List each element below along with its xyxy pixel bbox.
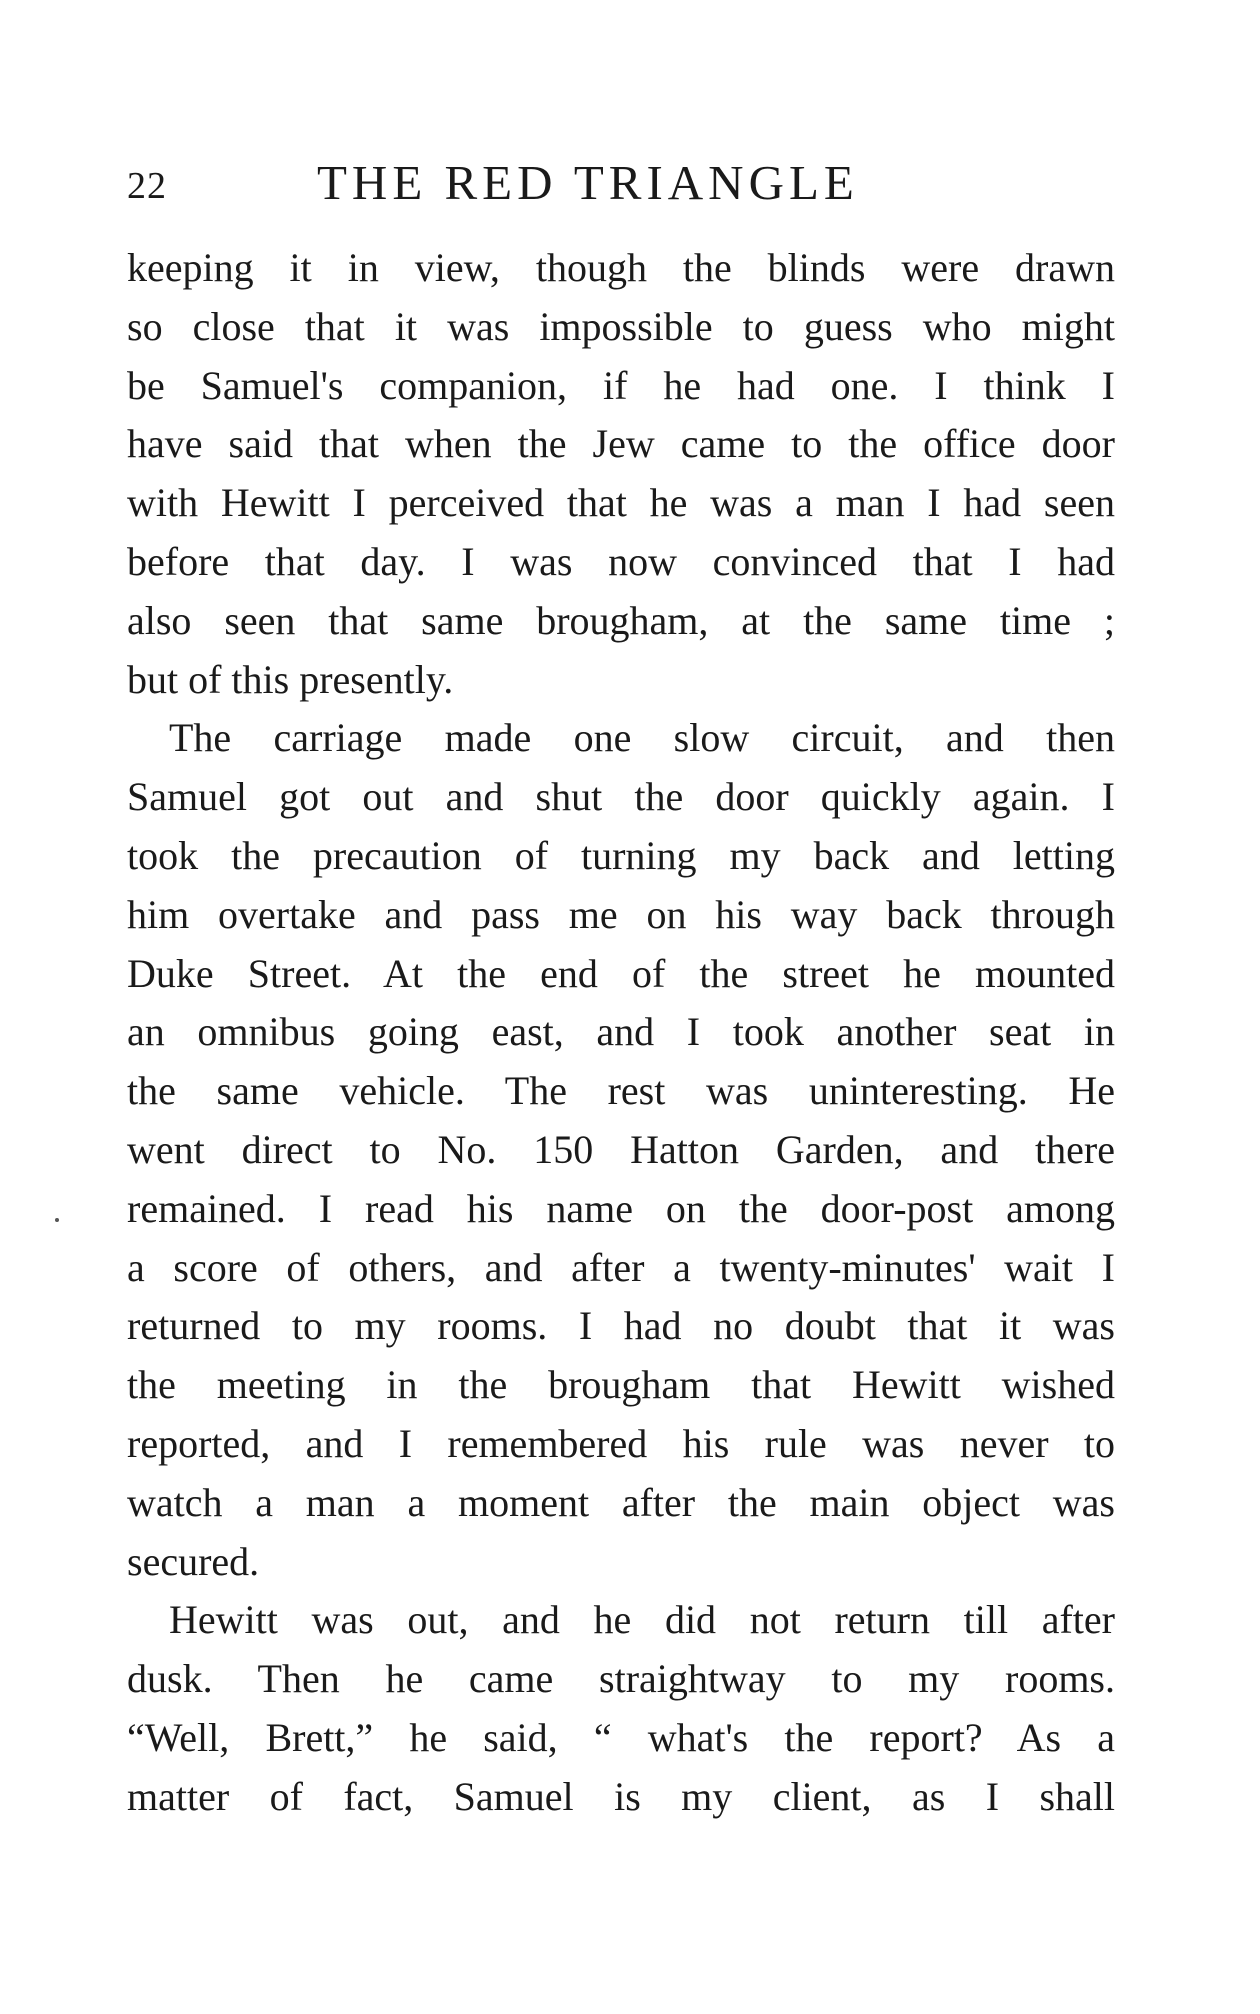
text-line: have said that when the Jew came to the office door	[127, 421, 1115, 467]
text-line: the meeting in the brougham that Hewitt wished	[127, 1362, 1115, 1408]
text-line: secured.	[127, 1538, 260, 1584]
text-line: the same vehicle. The rest was uninteresting. He	[127, 1068, 1115, 1114]
text-line: Samuel got out and shut the door quickly again. I	[127, 774, 1115, 820]
text-line: but of this presently.	[127, 656, 454, 702]
text-line: matter of fact, Samuel is my client, as I shall	[127, 1773, 1115, 1819]
text-line: The carriage made one slow circuit, and then	[169, 715, 1115, 761]
text-line: be Samuel's companion, if he had one. I think I	[127, 362, 1115, 408]
print-speck	[55, 1218, 59, 1222]
text-line: a score of others, and after a twenty-minutes' wait I	[127, 1244, 1115, 1290]
text-line: returned to my rooms. I had no doubt that it was	[127, 1303, 1115, 1349]
text-line: keeping it in view, though the blinds were drawn	[127, 245, 1115, 290]
text-line: Hewitt was out, and he did not return till after	[169, 1597, 1115, 1643]
paragraph-1	[127, 239, 1115, 709]
text-line: him overtake and pass me on his way back through	[127, 891, 1115, 937]
text-line: before that day. I was now convinced that I had	[127, 538, 1115, 584]
running-title: THE RED TRIANGLE	[317, 155, 859, 210]
text-line: an omnibus going east, and I took another seat in	[127, 1009, 1115, 1055]
page-number: 22	[127, 165, 167, 207]
page-header	[127, 154, 1127, 214]
text-line: Duke Street. At the end of the street he mounted	[127, 950, 1115, 996]
paragraph-3	[127, 1591, 1115, 1826]
text-line: went direct to No. 150 Hatton Garden, and there	[127, 1126, 1115, 1172]
text-line: reported, and I remembered his rule was never to	[127, 1420, 1115, 1466]
paragraph-2	[127, 709, 1115, 1591]
body-text	[127, 239, 1115, 1827]
text-line: so close that it was impossible to guess who might	[127, 303, 1115, 349]
text-line: took the precaution of turning my back and letting	[127, 832, 1115, 878]
text-line: also seen that same brougham, at the same time ;	[127, 597, 1115, 643]
text-line: with Hewitt I perceived that he was a man I had seen	[127, 480, 1115, 526]
text-line: watch a man a moment after the main object was	[127, 1479, 1115, 1525]
text-line: “Well, Brett,” he said, “ what's the report? As a	[127, 1714, 1115, 1760]
text-line: dusk. Then he came straightway to my rooms.	[127, 1656, 1115, 1702]
text-line: remained. I read his name on the door-post among	[127, 1185, 1115, 1231]
